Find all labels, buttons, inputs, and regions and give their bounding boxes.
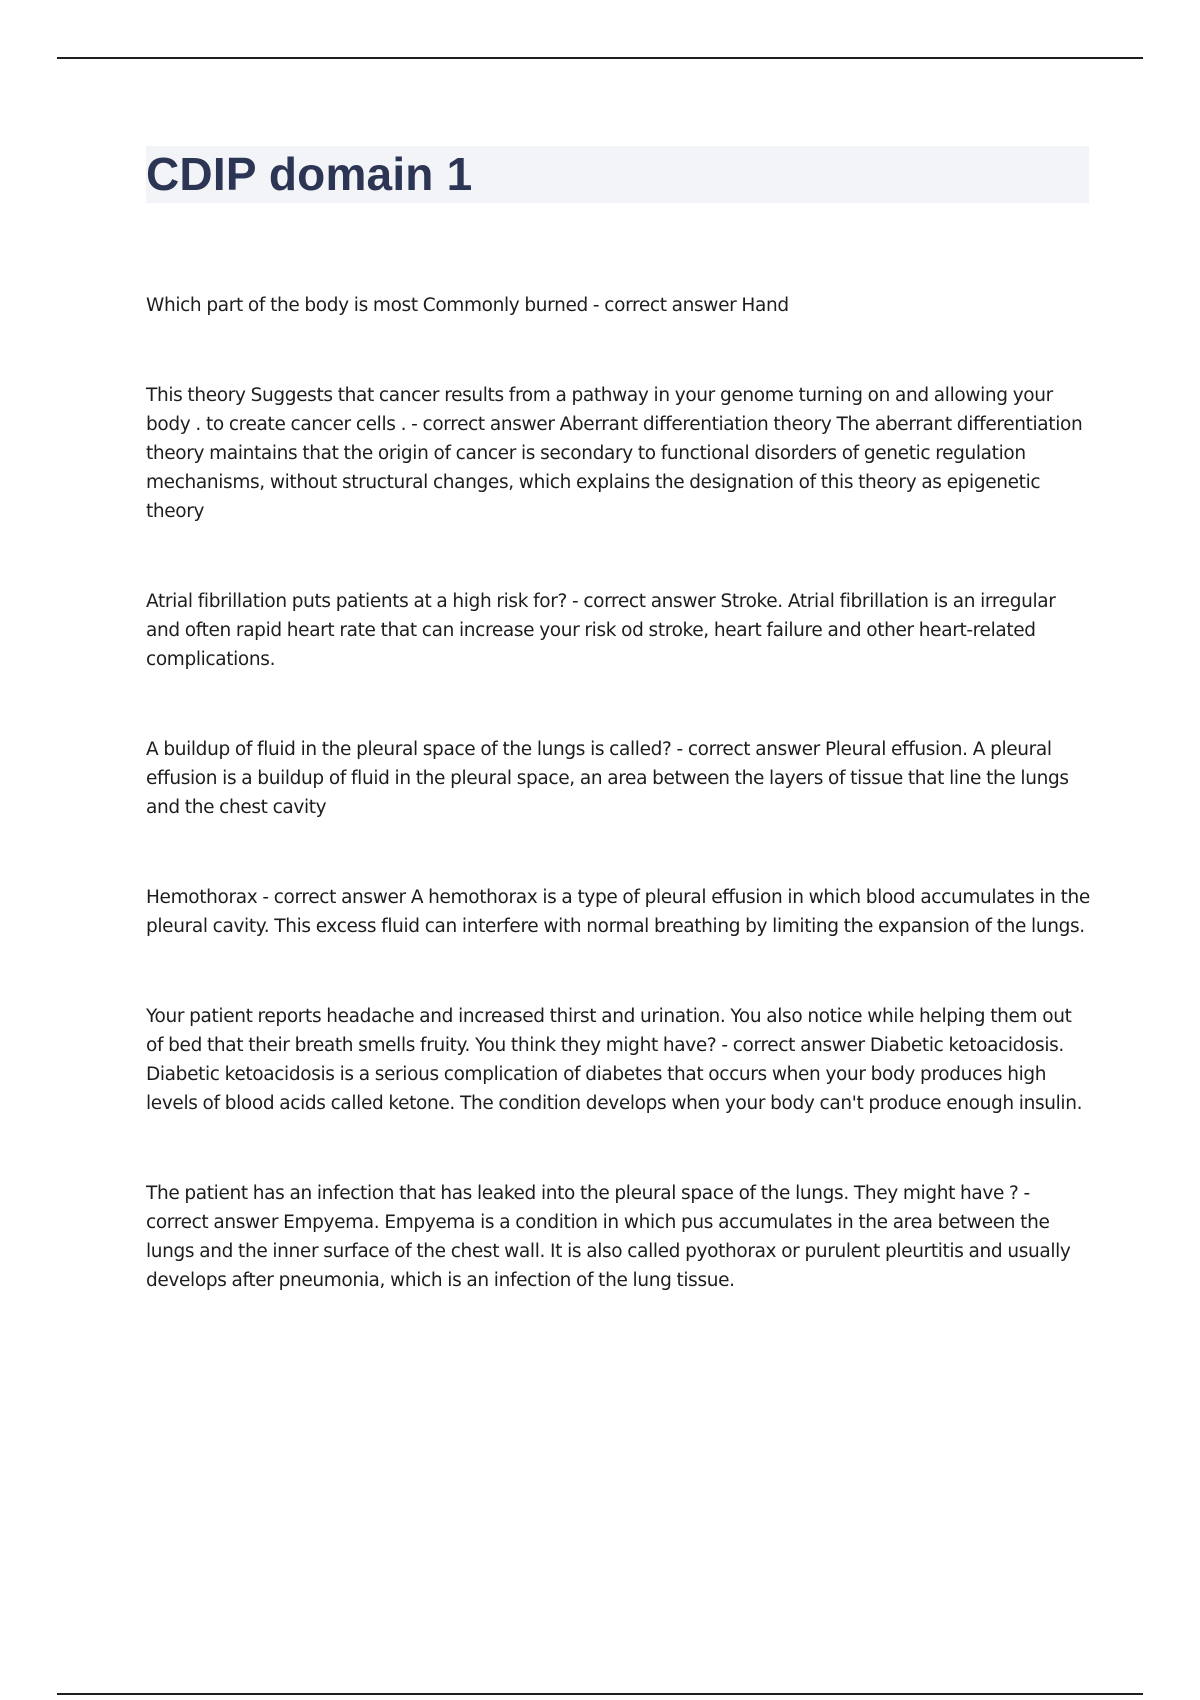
document-title: CDIP domain 1 [146, 148, 473, 200]
qa-item: Your patient reports headache and increased thirst and urination. You also notice while helping them out of bed that their breath smells fruity. You think they might have? - correct answer Diabetic ketoacidosis. Diabetic ketoacidosis is a serious complication of diabetes that occurs when your body produces high levels of blood acids called ketone. The condition develops when your body can't produce enough insulin. [146, 1006, 1083, 1114]
qa-list [146, 291, 1091, 1356]
qa-item: The patient has an infection that has leaked into the pleural space of the lungs. They might have ? - correct answer Empyema. Empyema is a condition in which pus accumulates in the area between the lungs and the inner surface of the chest wall. It is also called pyothorax or purulent pleurtitis and usually develops after pneumonia, which is an infection of the lung tissue. [146, 1183, 1071, 1291]
qa-item: This theory Suggests that cancer results from a pathway in your genome turning on and allowing your body . to create cancer cells . - correct answer Aberrant differentiation theory The aberrant differentiation theory maintains that the origin of cancer is secondary to functional disorders of genetic regulation mechanisms, without structural changes, which explains the designation of this theory as epigenetic theory [146, 385, 1083, 522]
qa-item: Atrial fibrillation puts patients at a high risk for? - correct answer Stroke. Atrial fibrillation is an irregular and often rapid heart rate that can increase your risk od stroke, heart failure and other heart-related complications. [146, 591, 1056, 670]
qa-item: A buildup of fluid in the pleural space of the lungs is called? - correct answer Pleural effusion. A pleural effusion is a buildup of fluid in the pleural space, an area between the layers of tissue that line the lungs and the chest cavity [146, 739, 1069, 818]
footer-rule [57, 1693, 1143, 1695]
qa-item: Hemothorax - correct answer A hemothorax is a type of pleural effusion in which blood accumulates in the pleural cavity. This excess fluid can interfere with normal breathing by limiting the expansion of the lungs. [146, 887, 1090, 937]
qa-item: Which part of the body is most Commonly burned - correct answer Hand [146, 295, 789, 316]
header-rule [57, 57, 1143, 59]
